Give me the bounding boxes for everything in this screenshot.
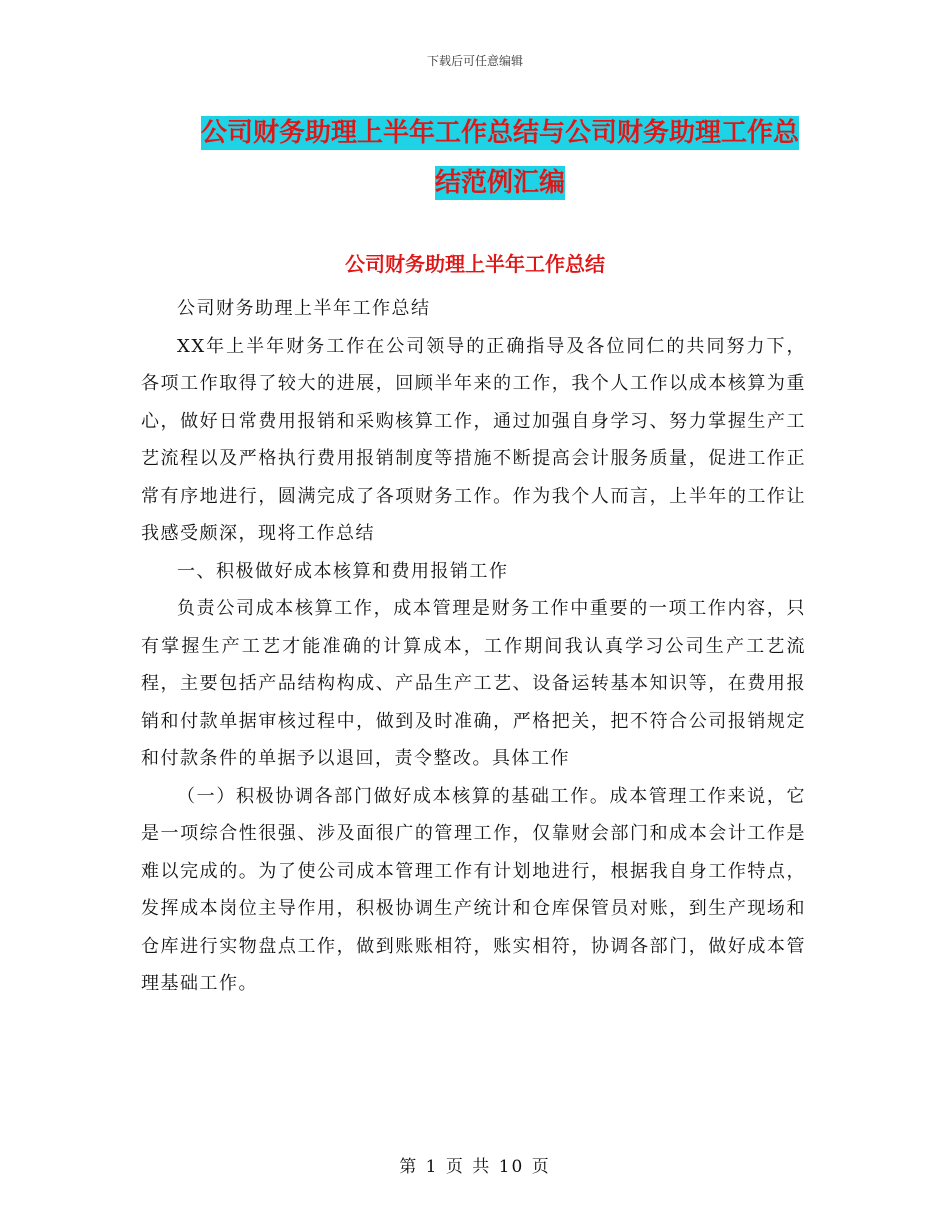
section-title: 公司财务助理上半年工作总结: [345, 252, 605, 276]
paragraph-subtitle: 公司财务助理上半年工作总结: [177, 298, 431, 319]
paragraph-cost-accounting: 负责公司成本核算工作，成本管理是财务工作中重要的一项工作内容，只有掌握生产工艺才能准确的计算成本，工作期间我认真学习公司生产工艺流程，主要包括产品结构构成、产品生产工艺、设备运转基本知识等，在费用报销和付款单据审核过程中，做到及时准确，严格把关，把不符合公司报销规定和付款条件的单据予以退回，责令整改。具体工作: [141, 598, 806, 769]
paragraph-item-1: （一）积极协调各部门做好成本核算的基础工作。成本管理工作来说，它是一项综合性很强、涉及面很广的管理工作，仅靠财会部门和成本会计工作是难以完成的。为了使公司成本管理工作有计划地进行，根据我自身工作特点，发挥成本岗位主导作用，积极协调生产统计和仓库保管员对账，到生产现场和仓库进行实物盘点工作，做到账账相符，账实相符，协调各部门，做好成本管理基础工作。: [141, 785, 806, 994]
document-title-line-2: 结范例汇编: [434, 168, 565, 198]
page-number: 第 1 页 共 10 页: [399, 1157, 551, 1177]
paragraph-heading-1: 一、积极做好成本核算和费用报销工作: [177, 560, 509, 582]
document-title: [190, 108, 810, 208]
document-title-line-1: 公司财务助理上半年工作总结与公司财务助理工作总: [200, 118, 799, 148]
header-note: 下载后可任意编辑: [426, 54, 523, 68]
paragraph-intro: XX年上半年财务工作在公司领导的正确指导及各位同仁的共同努力下，各项工作取得了较大的进展，回顾半年来的工作，我个人工作以成本核算为重心，做好日常费用报销和采购核算工作，通过加强自身学习、努力掌握生产工艺流程以及严格执行费用报销制度等措施不断提高会计服务质量，促进工作正常有序地进行，圆满完成了各项财务工作。作为我个人而言，上半年的工作让我感受颇深，现将工作总结: [141, 335, 806, 544]
document-body: [141, 290, 806, 1003]
